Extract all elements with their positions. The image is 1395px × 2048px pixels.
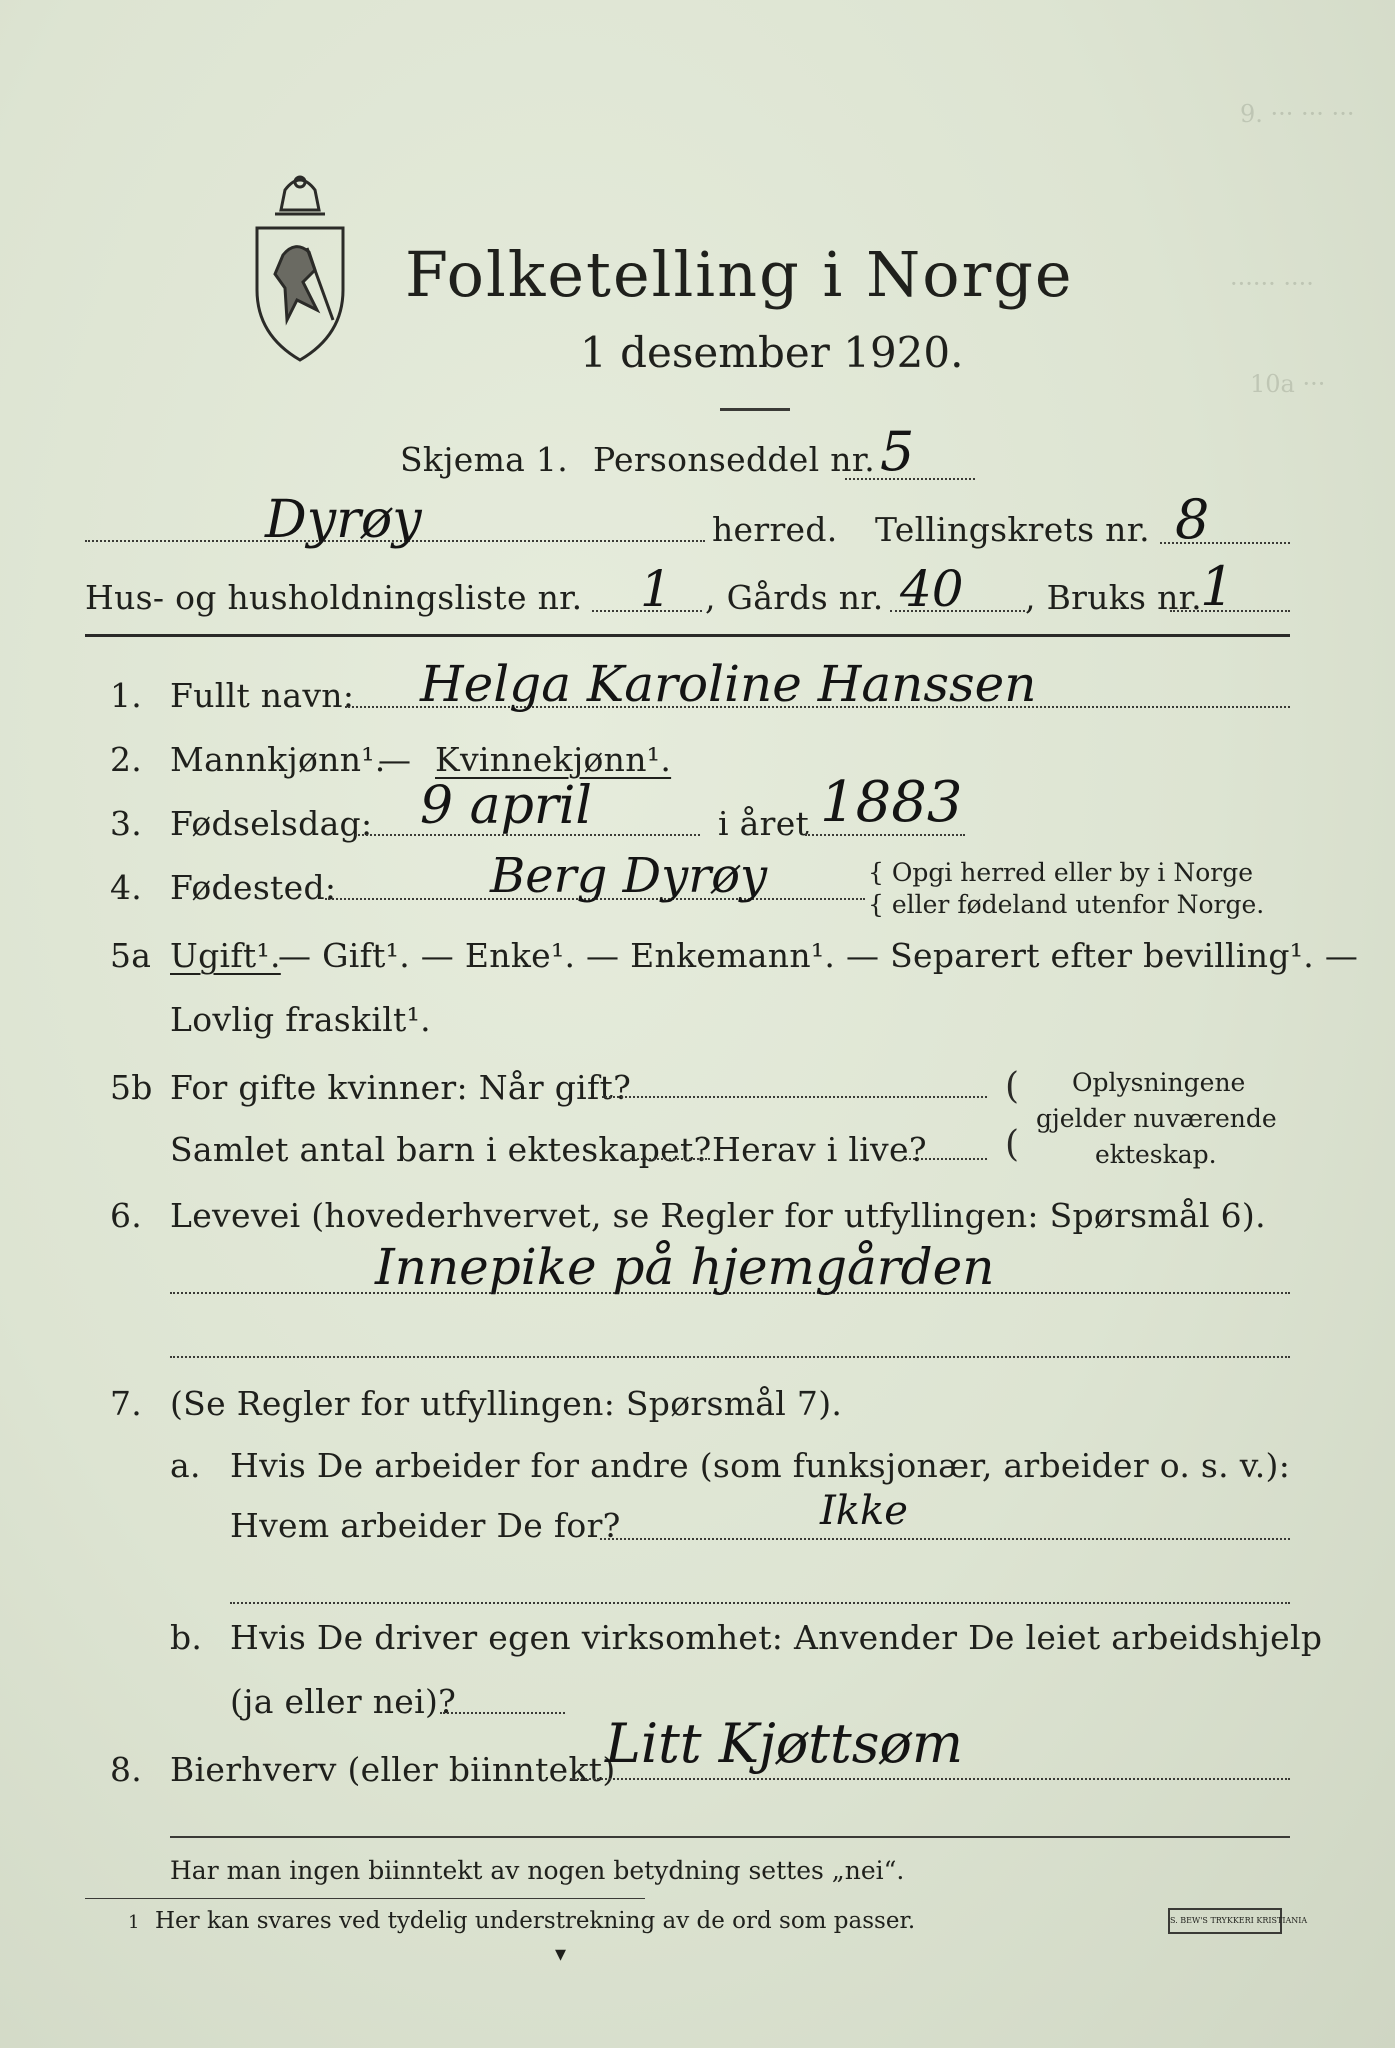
side-income-value[interactable]: Litt Kjøttsøm: [605, 1712, 964, 1775]
hus-label: Hus- og husholdningsliste nr.: [85, 578, 583, 617]
hus-value[interactable]: 1: [640, 560, 672, 618]
herred-value[interactable]: Dyrøy: [265, 490, 422, 550]
marriage-note-3: ekteskap.: [1095, 1140, 1217, 1169]
occupation-value[interactable]: Innepike på hjemgården: [375, 1238, 995, 1296]
q7-number: 7.: [110, 1384, 143, 1423]
bracket: (: [1005, 1124, 1020, 1165]
q7a-label-2: Hvem arbeider De for?: [230, 1506, 621, 1545]
q6-number: 6.: [110, 1196, 143, 1235]
year-label: i året: [718, 804, 810, 843]
marital-options[interactable]: — Gift¹. — Enke¹. — Enkemann¹. — Separert efter bevilling¹. —: [278, 936, 1359, 975]
footnote-marker: 1: [128, 1912, 140, 1933]
marriage-note-1: Oplysningene: [1072, 1068, 1246, 1097]
children-field-line: [630, 1158, 710, 1160]
birthplace-value[interactable]: Berg Dyrøy: [490, 848, 768, 904]
marriage-note-2: gjelder nuværende: [1036, 1104, 1277, 1133]
bruks-label: , Bruks nr.: [1025, 578, 1202, 617]
q3-number: 3.: [110, 804, 143, 843]
employer-value[interactable]: Ikke: [820, 1488, 908, 1534]
alive-field-line: [905, 1158, 987, 1160]
q7b-number: b.: [170, 1618, 203, 1657]
bleed-through: 9. ··· ··· ···: [1240, 100, 1355, 128]
employer-field-line-2: [230, 1602, 1290, 1604]
gards-value[interactable]: 40: [900, 560, 964, 618]
q5a-number: 5a: [110, 936, 152, 975]
divorced-option[interactable]: Lovlig fraskilt¹.: [170, 1000, 431, 1039]
q8-label: Bierhverv (eller biinntekt): [170, 1750, 616, 1789]
employer-field-line: [600, 1538, 1290, 1540]
q7b-label-1: Hvis De driver egen virksomhet: Anvender De leiet arbeidshjelp: [230, 1618, 1323, 1657]
occupation-field-line-2: [170, 1356, 1290, 1358]
q7-label: (Se Regler for utfyllingen: Spørsmål 7).: [170, 1384, 843, 1423]
q5b-number: 5b: [110, 1068, 153, 1107]
full-name-value[interactable]: Helga Karoline Hanssen: [420, 655, 1037, 713]
tellingskrets-value[interactable]: 8: [1175, 488, 1210, 551]
bracket: (: [1005, 1066, 1020, 1107]
gards-label: , Gårds nr.: [705, 578, 884, 617]
q2-number: 2.: [110, 740, 143, 779]
footnote-rule: [85, 1898, 645, 1899]
married-when-field-line: [602, 1096, 987, 1098]
footnote: Her kan svares ved tydelig understrekning av de ord som passer.: [155, 1908, 916, 1934]
title-divider: [720, 408, 790, 411]
hired-help-field-line: [440, 1712, 565, 1714]
bruks-value[interactable]: 1: [1200, 555, 1235, 618]
q7a-label-1: Hvis De arbeider for andre (som funksjonær, arbeider o. s. v.):: [230, 1446, 1291, 1485]
male-option[interactable]: Mannkjønn¹.: [170, 740, 386, 779]
birthplace-note-1: { Opgi herred eller by i Norge: [868, 858, 1254, 887]
q4-label: Fødested:: [170, 868, 337, 907]
unmarried-option[interactable]: Ugift¹.: [170, 936, 281, 975]
form-title: Folketelling i Norge: [405, 238, 1074, 311]
birthplace-note-2: { eller fødeland utenfor Norge.: [868, 890, 1265, 919]
q4-number: 4.: [110, 868, 143, 907]
personseddel-value[interactable]: 5: [880, 420, 915, 483]
herred-label: herred.: [712, 510, 838, 549]
printer-stamp: S. BEW'S TRYKKERI KRISTIANIA: [1168, 1908, 1282, 1934]
side-income-field-line: [570, 1778, 1290, 1780]
tellingskrets-label: Tellingskrets nr.: [875, 510, 1150, 549]
bleed-through: ······ ····: [1230, 270, 1314, 298]
coat-of-arms-icon: [245, 170, 355, 370]
birthdate-value[interactable]: 9 april: [420, 776, 593, 836]
q8-number: 8.: [110, 1750, 143, 1789]
female-option[interactable]: Kvinnekjønn¹.: [435, 740, 672, 779]
bleed-through: 10a ···: [1250, 370, 1326, 398]
children-label: Samlet antal barn i ekteskapet?: [170, 1130, 712, 1169]
personseddel-label: Personseddel nr.: [593, 440, 876, 479]
q6-label: Levevei (hovederhvervet, se Regler for utfyllingen: Spørsmål 6).: [170, 1196, 1266, 1235]
q7b-label-2: (ja eller nei)?: [230, 1682, 457, 1721]
birth-year-value[interactable]: 1883: [820, 770, 963, 835]
q7a-number: a.: [170, 1446, 201, 1485]
q1-label: Fullt navn:: [170, 676, 355, 715]
q2-dash: —: [378, 740, 412, 779]
footer-rule: [170, 1836, 1290, 1838]
header-rule: [85, 634, 1290, 637]
footer-note: Har man ingen biinntekt av nogen betydning settes „nei“.: [170, 1856, 905, 1885]
q1-number: 1.: [110, 676, 143, 715]
married-when-label: For gifte kvinner: Når gift?: [170, 1068, 632, 1107]
alive-label: Herav i live?: [712, 1130, 927, 1169]
ornament-icon: ▾: [555, 1942, 567, 1967]
q3-label: Fødselsdag:: [170, 804, 373, 843]
skjema-label: Skjema 1.: [400, 440, 569, 479]
census-date: 1 desember 1920.: [580, 328, 964, 377]
